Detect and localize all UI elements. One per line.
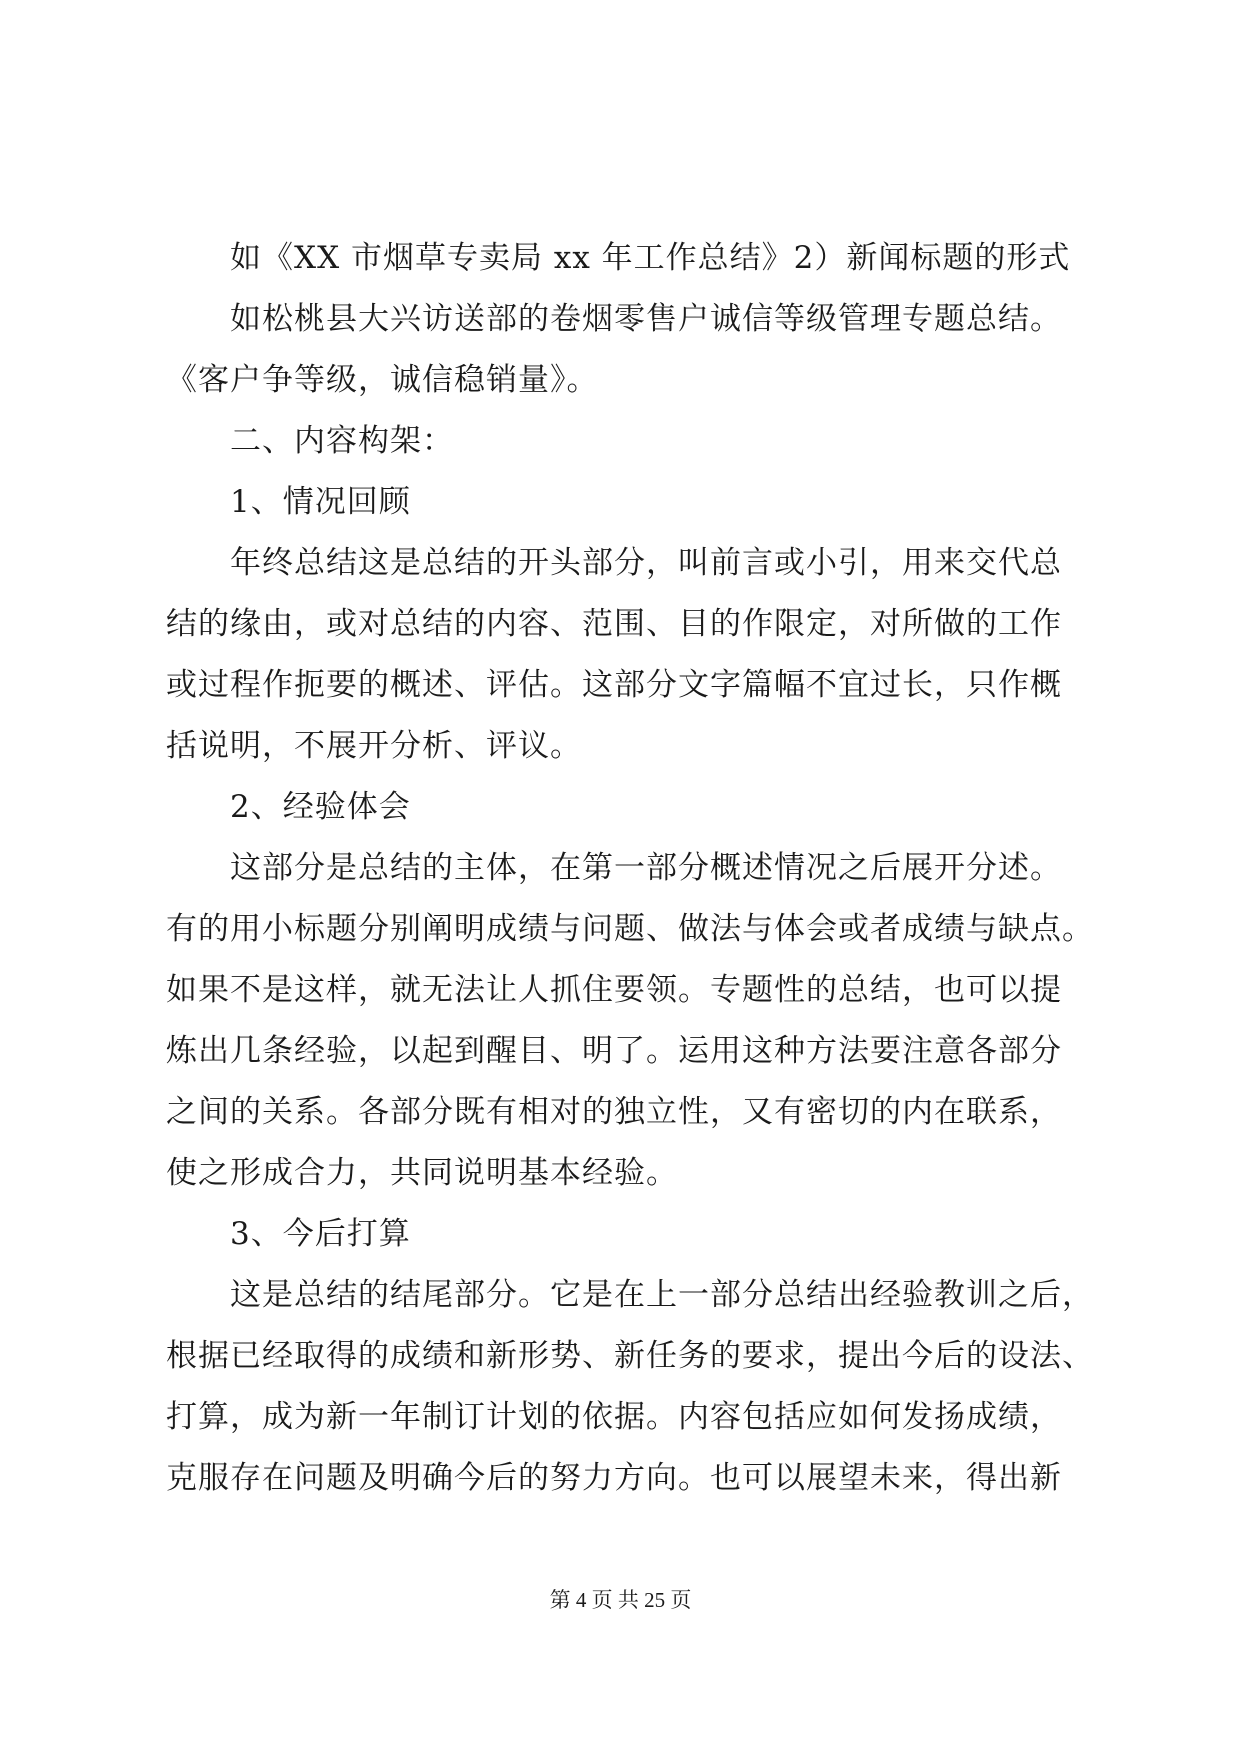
- text-line: 这是总结的结尾部分。它是在上一部分总结出经验教训之后，: [166, 1277, 1094, 1313]
- page-footer: [0, 1585, 1241, 1615]
- text-line: 使之形成合力，共同说明基本经验。: [166, 1155, 678, 1191]
- text-line: 《客户争等级，诚信稳销量》。: [166, 362, 599, 398]
- text-line: 根据已经取得的成绩和新形势、新任务的要求，提出今后的设法、: [166, 1338, 1094, 1374]
- text-line: 克服存在问题及明确今后的努力方向。也可以展望未来，得出新: [166, 1460, 1062, 1496]
- page-number: 第 4 页 共 25 页: [549, 1588, 692, 1612]
- text-line: 炼出几条经验，以起到醒目、明了。运用这种方法要注意各部分: [166, 1033, 1062, 1069]
- text-line: 括说明，不展开分析、评议。: [166, 728, 582, 764]
- text-line: 打算，成为新一年制订计划的依据。内容包括应如何发扬成绩，: [166, 1399, 1062, 1435]
- text-line: 结的缘由，或对总结的内容、范围、目的作限定，对所做的工作: [166, 606, 1062, 642]
- text-line: 如果不是这样，就无法让人抓住要领。专题性的总结，也可以提: [166, 972, 1062, 1008]
- subsection-heading: 1、情况回顾: [166, 484, 411, 520]
- subsection-heading: 2、经验体会: [166, 789, 411, 825]
- text-line: 有的用小标题分别阐明成绩与问题、做法与体会或者成绩与缺点。: [166, 911, 1094, 947]
- text-line: 之间的关系。各部分既有相对的独立性，又有密切的内在联系，: [166, 1094, 1062, 1130]
- text-line: 年终总结这是总结的开头部分，叫前言或小引，用来交代总: [166, 545, 1062, 581]
- subsection-heading: 3、今后打算: [166, 1216, 411, 1252]
- text-line: 如《XX 市烟草专卖局 xx 年工作总结》2）新闻标题的形式: [166, 240, 1071, 276]
- text-line: 或过程作扼要的概述、评估。这部分文字篇幅不宜过长，只作概: [166, 667, 1062, 703]
- text-line: 这部分是总结的主体，在第一部分概述情况之后展开分述。: [166, 850, 1062, 886]
- text-line: 如松桃县大兴访送部的卷烟零售户诚信等级管理专题总结。: [166, 301, 1062, 337]
- body-text: [166, 228, 1094, 1509]
- section-heading: 二、内容构架：: [166, 423, 454, 459]
